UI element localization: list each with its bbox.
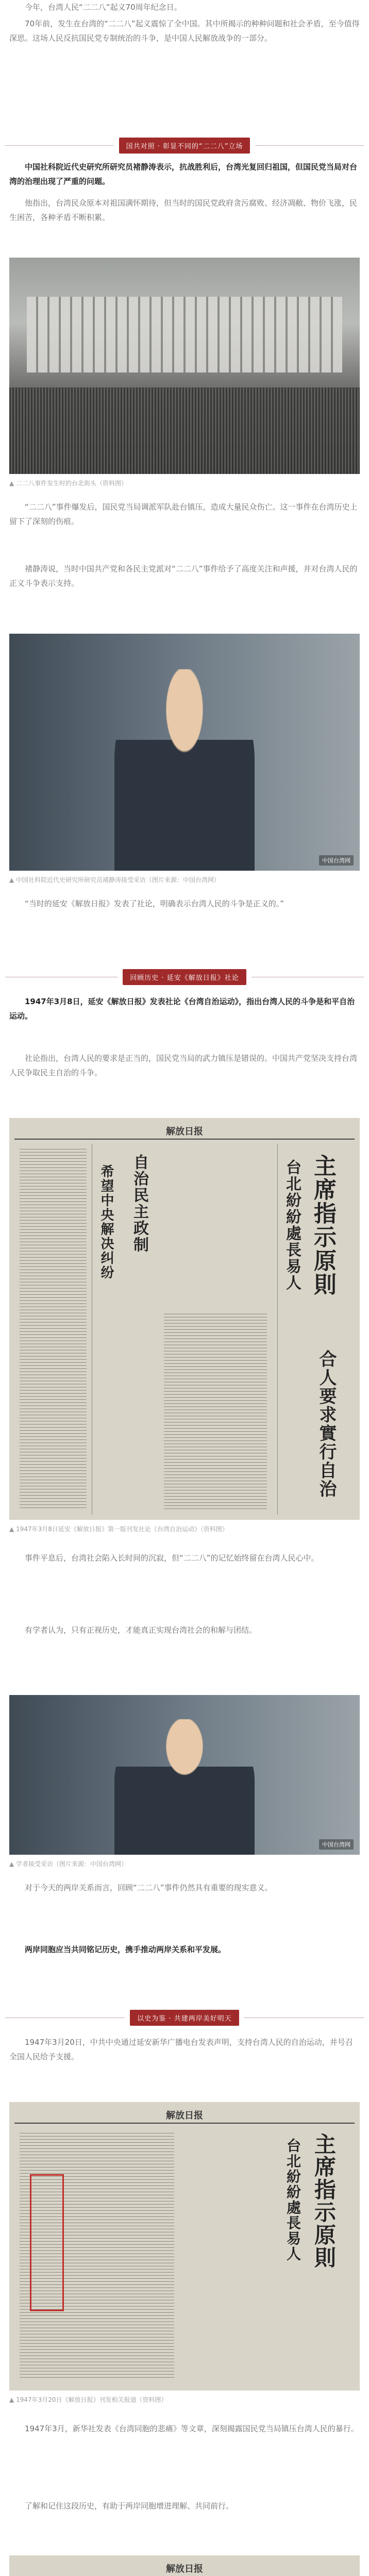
photo-caption: ▲ 1947年3月8日延安《解放日报》第一版刊发社论《台湾自治运动》（资料图） bbox=[9, 1526, 228, 1533]
newspaper-text-block bbox=[164, 1314, 267, 1510]
newspaper-masthead: 解放日报 bbox=[14, 2561, 355, 2576]
divider bbox=[255, 145, 364, 146]
section3-paragraph-3: 了解和记住这段历史，有助于两岸同胞增进理解、共同前行。 bbox=[25, 2501, 234, 2511]
newspaper-subheadline: 台北紛紛處長易人 bbox=[283, 1159, 301, 1291]
section1-paragraph-5: “当时的延安《解放日报》发表了社论，明确表示台湾人民的斗争是正义的。” bbox=[25, 899, 284, 908]
newspaper-text-block bbox=[20, 1149, 87, 1510]
interview-photo-2 bbox=[9, 1695, 360, 1855]
section2-paragraph-2: 社论指出，台湾人民的要求是正当的，国民党当局的武力镇压是错误的。中国共产党坚决支持台湾人民争取民主自治的斗争。 bbox=[9, 1054, 358, 1077]
photo-caption: ▲ 中国社科院近代史研究所研究员褚静涛接受采访（图片来源：中国台湾网） bbox=[9, 876, 221, 884]
section3-paragraph-1: 1947年3月20日，中共中央通过延安新华广播电台发表声明，支持台湾人民的自治运动，并号召全国人民给予支援。 bbox=[9, 2038, 353, 2061]
photo-caption: ▲ 1947年3月20日《解放日报》刊发相关报道（资料图） bbox=[9, 2396, 167, 2403]
building-shape bbox=[27, 297, 342, 372]
newspaper-headline: 主席指示原則 bbox=[311, 2133, 337, 2269]
section2-paragraph-6: 对于今天的两岸关系而言，回顾“二二八”事件仍然具有重要的现实意义。 bbox=[25, 1883, 273, 1892]
section-label: 回顾历史 · 延安《解放日报》社论 bbox=[123, 969, 246, 985]
person-silhouette bbox=[114, 669, 255, 871]
intro-paragraph-1: 今年，台湾人民“二二八”起义70周年纪念日。 bbox=[25, 3, 182, 12]
newspaper-headline: 主席指示原則 bbox=[310, 1154, 336, 1296]
photo-caption: ▲ 二二八事件发生时的台北街头（资料图） bbox=[9, 480, 128, 487]
section2-paragraph-7: 两岸同胞应当共同铭记历史，携手推动两岸关系和平发展。 bbox=[25, 1945, 226, 1954]
newspaper-scan-2 bbox=[9, 2102, 360, 2391]
intro-paragraph-2: 70年前，发生在台湾的“二二八”起义震惊了全中国。其中所揭示的种种问题和社会矛盾，至今值得深思。这场人民反抗国民党专制统治的斗争，是中国人民解放战争的一部分。 bbox=[9, 19, 360, 43]
section1-paragraph-4: 褚静涛说，当时中国共产党和各民主党派对“二二八”事件给予了高度关注和声援，并对台湾人民的正义斗争表示支持。 bbox=[9, 564, 358, 588]
section-label: 国共对照 · 彰显不同的“二二八”立场 bbox=[119, 138, 250, 154]
section-banner-3 bbox=[0, 2009, 369, 2026]
crowd-shape bbox=[9, 387, 360, 474]
newspaper-masthead: 解放日报 bbox=[14, 2107, 355, 2124]
section1-paragraph-3: “二二八”事件爆发后，国民党当局调派军队赴台镇压，造成大量民众伤亡。这一事件在台湾历史上留下了深刻的伤痕。 bbox=[9, 502, 358, 526]
person-silhouette bbox=[114, 1719, 255, 1855]
newspaper-left-headline-2: 希望中央解决纠纷 bbox=[98, 1164, 114, 1280]
historical-photo bbox=[9, 258, 360, 474]
newspaper-masthead: 解放日报 bbox=[14, 1123, 355, 1140]
photo-caption: ▲ 学者接受采访（图片来源：中国台湾网） bbox=[9, 1860, 128, 1868]
newspaper-side-headline: 合人要求實行自治 bbox=[316, 1350, 337, 1498]
watermark-logo: 中国台湾网 bbox=[319, 855, 354, 866]
section3-paragraph-2: 1947年3月，新华社发表《台湾同胞的悲痛》等文章，深刻揭露国民党当局镇压台湾人民的暴行。 bbox=[25, 2424, 359, 2433]
section1-paragraph-2: 他指出，台湾民众原本对祖国满怀期待，但当时的国民党政府贪污腐败、经济凋敝、物价飞涨，民生困苦，各种矛盾不断积累。 bbox=[9, 198, 358, 222]
section-label: 以史为鉴 · 共建两岸美好明天 bbox=[130, 2010, 239, 2026]
newspaper-column-rule bbox=[277, 1144, 278, 1515]
interview-photo bbox=[9, 634, 360, 871]
divider bbox=[5, 145, 114, 146]
section1-paragraph-1: 中国社科院近代史研究所研究员褚静涛表示，抗战胜利后，台湾光复回归祖国，但国民党当局对台湾的治理出现了严重的问题。 bbox=[9, 162, 358, 186]
newspaper-left-headline: 自治民主政制 bbox=[130, 1154, 148, 1253]
section-banner-2 bbox=[0, 969, 369, 985]
section2-paragraph-4: 事件平息后，台湾社会陷入长时间的沉寂，但“二二八”的记忆始终留在台湾人民心中。 bbox=[25, 1553, 319, 1563]
section2-paragraph-5: 有学者认为，只有正视历史，才能真正实现台湾社会的和解与团结。 bbox=[25, 1625, 257, 1635]
newspaper-scan-3 bbox=[9, 2555, 360, 2576]
newspaper-scan-1 bbox=[9, 1118, 360, 1520]
section-banner-1 bbox=[0, 137, 369, 154]
watermark-logo: 中国台湾网 bbox=[319, 1839, 354, 1850]
highlight-box bbox=[30, 2174, 64, 2311]
section2-paragraph-1: 1947年3月8日，延安《解放日报》发表社论《台湾自治运动》，指出台湾人民的斗争是和平自治运动。 bbox=[9, 997, 355, 1021]
newspaper-subheadline: 台北紛紛處長易人 bbox=[284, 2138, 301, 2262]
